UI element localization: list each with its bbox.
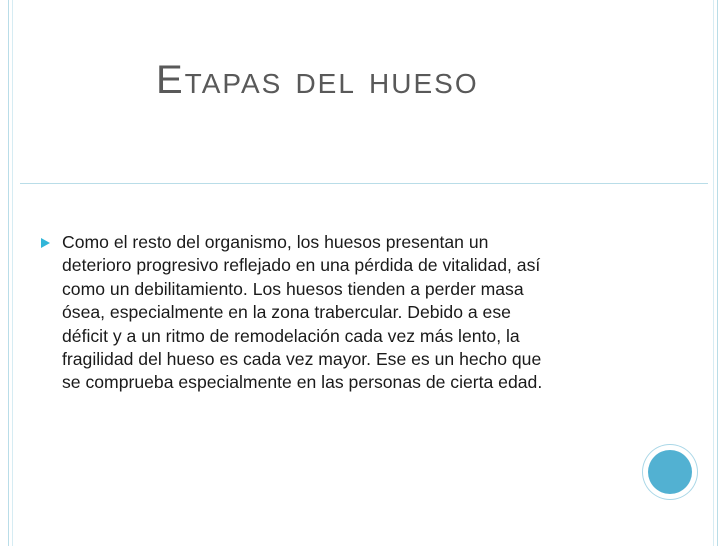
circle-ornament-icon bbox=[648, 450, 692, 494]
slide-title: Etapas del hueso bbox=[156, 58, 479, 102]
triangle-bullet-icon bbox=[41, 238, 50, 248]
body-paragraph: Como el resto del organismo, los huesos presentan un deterioro progresivo reflejado en una pérdida de vitalidad, así como un debilitamiento. Los huesos tienden a perder masa ósea, especialmente en la zona trabercular. Debido a ese déficit y a un ritmo de remodelación cada vez más lento, la fragilidad del hueso es cada vez mayor. Ese es un hecho que se comprueba especialmente en las personas de cierta edad. bbox=[62, 232, 543, 393]
title-divider bbox=[20, 183, 708, 184]
